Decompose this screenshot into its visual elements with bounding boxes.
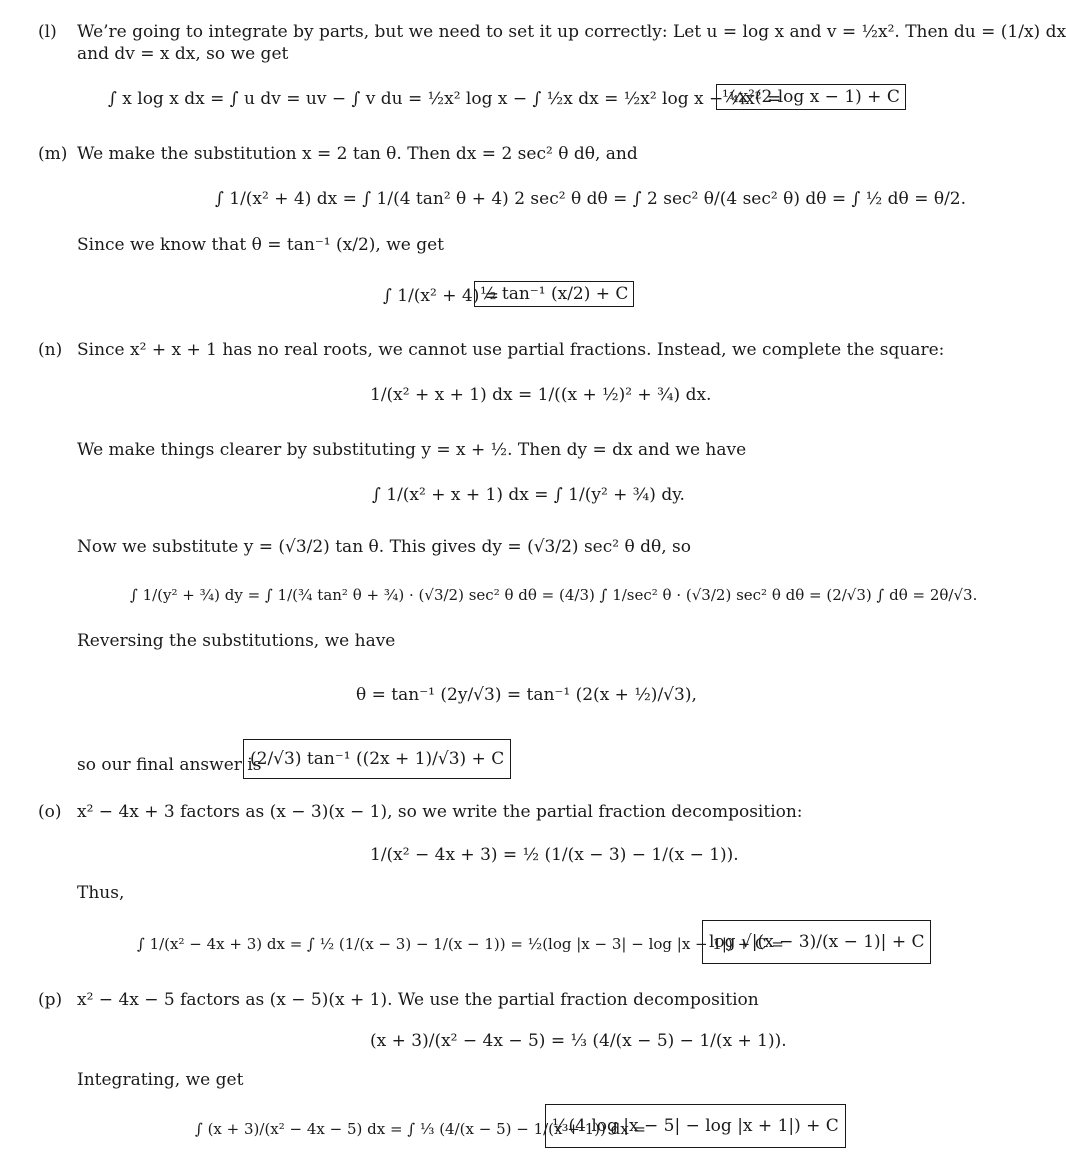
answer-box-l: ¼x²(2 log x − 1) + C [716,84,906,110]
section-n-line-5: so our final answer is [77,755,262,775]
equation-o-2: ∫ 1/(x² − 4x + 3) dx = ∫ ½ (1/(x − 3) − 1/(x − 1)) = ½(log |x − 3| − log |x − 1|) + C = [137,935,784,953]
section-l-line-2: and dv = x dx, so we get [77,44,289,64]
equation-n-3: ∫ 1/(y² + ¾) dy = ∫ 1/(¾ tan² θ + ¾) · (√3/2) sec² θ dθ = (4/3) ∫ 1/sec² θ · (√3/2) sec² θ dθ = (2/√3) ∫ dθ = 2θ/√3. [130,586,978,604]
equation-o-1: 1/(x² − 4x + 3) = ½ (1/(x − 3) − 1/(x − 1)). [370,845,739,865]
section-l-line-1: We’re going to integrate by parts, but we need to set it up correctly: Let u = log x and v = ½x². Then du = (1/x) dx [77,22,1066,42]
equation-n-4: θ = tan⁻¹ (2y/√3) = tan⁻¹ (2(x + ½)/√3), [356,685,697,705]
section-label-l: (l) [38,22,57,42]
section-n-line-4: Reversing the substitutions, we have [77,631,396,651]
section-label-m: (m) [38,144,68,164]
equation-l-1: ∫ x log x dx = ∫ u dv = uv − ∫ v du = ½x² log x − ∫ ½x dx = ½x² log x − ¼x² = [108,89,782,109]
section-p-line-2: Integrating, we get [77,1070,244,1090]
section-o-line-2: Thus, [77,883,125,903]
section-m-line-2: Since we know that θ = tan⁻¹ (x/2), we get [77,235,445,255]
equation-m-1: ∫ 1/(x² + 4) dx = ∫ 1/(4 tan² θ + 4) 2 sec² θ dθ = ∫ 2 sec² θ/(4 sec² θ) dθ = ∫ ½ dθ = θ/2. [215,189,967,209]
section-n-line-3: Now we substitute y = (√3/2) tan θ. This gives dy = (√3/2) sec² θ dθ, so [77,537,691,557]
answer-box-m: ½ tan⁻¹ (x/2) + C [474,281,634,307]
section-label-p: (p) [38,990,63,1010]
answer-box-n: (2/√3) tan⁻¹ ((2x + 1)/√3) + C [243,739,511,779]
answer-box-p: ⅓(4 log |x − 5| − log |x + 1|) + C [545,1104,846,1148]
section-label-o: (o) [38,802,62,822]
answer-box-o: log √|(x − 3)/(x − 1)| + C [702,920,931,964]
equation-p-1: (x + 3)/(x² − 4x − 5) = ⅓ (4/(x − 5) − 1/(x + 1)). [370,1031,787,1051]
equation-m-2: ∫ 1/(x² + 4) = [383,286,499,306]
section-m-line-1: We make the substitution x = 2 tan θ. Then dx = 2 sec² θ dθ, and [77,144,638,164]
equation-n-2: ∫ 1/(x² + x + 1) dx = ∫ 1/(y² + ¾) dy. [372,485,685,505]
equation-p-2: ∫ (x + 3)/(x² − 4x − 5) dx = ∫ ⅓ (4/(x − 5) − 1/(x + 1)) dx = [195,1120,646,1138]
section-p-line-1: x² − 4x − 5 factors as (x − 5)(x + 1). We use the partial fraction decomposition [77,990,759,1010]
section-label-n: (n) [38,340,63,360]
equation-n-1: 1/(x² + x + 1) dx = 1/((x + ½)² + ¾) dx. [370,385,712,405]
section-n-line-1: Since x² + x + 1 has no real roots, we cannot use partial fractions. Instead, we complete the square: [77,340,945,360]
section-o-line-1: x² − 4x + 3 factors as (x − 3)(x − 1), so we write the partial fraction decomposition: [77,802,803,822]
section-n-line-2: We make things clearer by substituting y = x + ½. Then dy = dx and we have [77,440,747,460]
